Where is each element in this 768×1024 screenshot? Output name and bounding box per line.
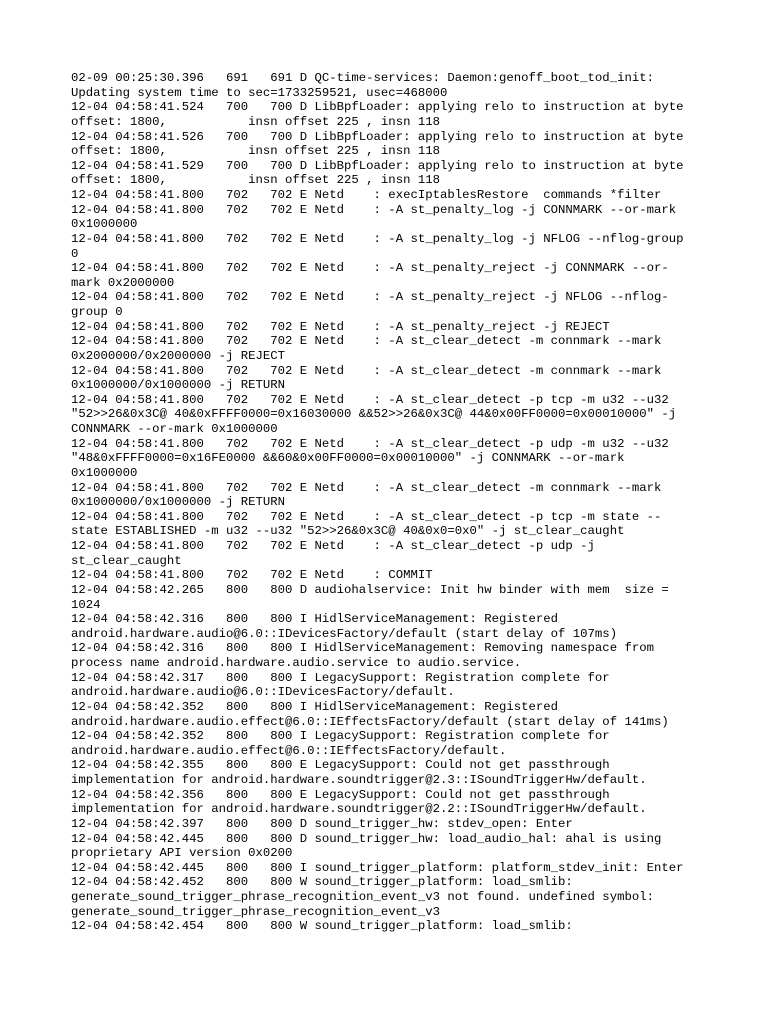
log-line: proprietary API version 0x0200 xyxy=(71,846,293,861)
log-line: offset: 1800, insn offset 225 , insn 118 xyxy=(71,173,440,188)
log-line: 12-04 04:58:41.800 702 702 E Netd : COMMIT xyxy=(71,568,433,583)
log-line: mark 0x2000000 xyxy=(71,275,175,290)
log-line: 12-04 04:58:41.800 702 702 E Netd : -A st_clear_detect -m connmark --mark xyxy=(71,334,662,349)
log-line: 0x2000000/0x2000000 -j REJECT xyxy=(71,348,286,363)
log-line: 12-04 04:58:41.529 700 700 D LibBpfLoader: applying relo to instruction at byte xyxy=(71,158,684,173)
log-line: offset: 1800, insn offset 225 , insn 118 xyxy=(71,144,440,159)
log-line: android.hardware.audio.effect@6.0::IEffectsFactory/default (start delay of 141ms) xyxy=(71,714,669,729)
log-line: 12-04 04:58:42.265 800 800 D audiohalservice: Init hw binder with mem size = xyxy=(71,582,669,597)
log-line: 12-04 04:58:42.352 800 800 I HidlServiceManagement: Registered xyxy=(71,699,559,714)
log-line: process name android.hardware.audio.service to audio.service. xyxy=(71,656,522,670)
log-line: 12-04 04:58:42.317 800 800 I LegacySupport: Registration complete for xyxy=(71,670,610,685)
log-line: 12-04 04:58:42.352 800 800 I LegacySupport: Registration complete for xyxy=(71,729,610,744)
log-line: android.hardware.audio.effect@6.0::IEffectsFactory/default. xyxy=(71,743,507,758)
log-line: generate_sound_trigger_phrase_recognition_event_v3 xyxy=(71,904,440,919)
log-line: state ESTABLISHED -m u32 --u32 "52>>26&0x3C@ 40&0x0=0x0" -j st_clear_caught xyxy=(71,524,625,539)
log-line: 12-04 04:58:42.452 800 800 W sound_trigger_platform: load_smlib: xyxy=(71,875,573,890)
log-line: 12-04 04:58:42.454 800 800 W sound_trigger_platform: load_smlib: xyxy=(71,919,573,934)
log-line: 12-04 04:58:42.355 800 800 E LegacySupport: Could not get passthrough xyxy=(71,758,610,773)
log-line: 12-04 04:58:42.445 800 800 I sound_trigger_platform: platform_stdev_init: Enter xyxy=(71,860,684,875)
log-line: 12-04 04:58:41.800 702 702 E Netd : -A st_clear_detect -p tcp -m state -- xyxy=(71,509,662,524)
log-line: 12-04 04:58:41.800 702 702 E Netd : -A st_penalty_log -j CONNMARK --or-mark xyxy=(71,202,677,217)
log-line: 12-04 04:58:41.800 702 702 E Netd : -A st_penalty_reject -j NFLOG --nflog- xyxy=(71,290,669,305)
log-line: 0x1000000 xyxy=(71,217,138,232)
log-line: 12-04 04:58:42.356 800 800 E LegacySupport: Could not get passthrough xyxy=(71,787,610,802)
log-line: 12-04 04:58:41.800 702 702 E Netd : -A st_penalty_log -j NFLOG --nflog-group xyxy=(71,231,684,246)
log-line: "52>>26&0x3C@ 40&0xFFFF0000=0x16030000 &&52>>26&0x3C@ 44&0x00FF0000=0x00010000" -j xyxy=(71,407,677,422)
log-line: android.hardware.audio@6.0::IDevicesFactory/default (start delay of 107ms) xyxy=(71,626,618,641)
log-line: "48&0xFFFF0000=0x16FE0000 &&60&0x00FF0000=0x00010000" -j CONNMARK --or-mark xyxy=(71,451,625,466)
log-line: implementation for android.hardware.soundtrigger@2.2::ISoundTriggerHw/default. xyxy=(71,802,647,817)
log-line: 0x1000000 xyxy=(71,465,138,480)
log-line: 12-04 04:58:41.526 700 700 D LibBpfLoader: applying relo to instruction at byte xyxy=(71,129,684,144)
log-line: generate_sound_trigger_phrase_recognition_event_v3 not found. undefined symbol: xyxy=(71,890,654,904)
log-line: 12-04 04:58:41.800 702 702 E Netd : -A st_clear_detect -p udp -m u32 --u32 xyxy=(71,436,669,451)
log-line: 12-04 04:58:41.524 700 700 D LibBpfLoader: applying relo to instruction at byte xyxy=(71,100,684,115)
log-line: 02-09 00:25:30.396 691 691 D QC-time-services: Daemon:genoff_boot_tod_init: xyxy=(71,71,654,85)
log-line: 12-04 04:58:42.445 800 800 D sound_trigger_hw: load_audio_hal: ahal is using xyxy=(71,831,662,846)
log-line: 12-04 04:58:41.800 702 702 E Netd : -A st_clear_detect -m connmark --mark xyxy=(71,363,662,378)
log-line: 12-04 04:58:41.800 702 702 E Netd : -A st_clear_detect -m connmark --mark xyxy=(71,480,662,495)
log-line: group 0 xyxy=(71,305,123,319)
log-line: 12-04 04:58:41.800 702 702 E Netd : -A st_clear_detect -p udp -j xyxy=(71,539,595,553)
log-line: implementation for android.hardware.soundtrigger@2.3::ISoundTriggerHw/default. xyxy=(71,773,647,787)
log-line: 1024 xyxy=(71,597,101,612)
log-line: 12-04 04:58:42.316 800 800 I HidlServiceManagement: Registered xyxy=(71,612,559,627)
log-line: CONNMARK --or-mark 0x1000000 xyxy=(71,422,278,436)
log-line: 12-04 04:58:41.800 702 702 E Netd : -A st_penalty_reject -j REJECT xyxy=(71,319,610,334)
log-line: 0x1000000/0x1000000 -j RETURN xyxy=(71,495,286,510)
log-line: 0 xyxy=(71,246,79,261)
log-line: android.hardware.audio@6.0::IDevicesFactory/default. xyxy=(71,685,455,700)
log-line: 12-04 04:58:42.397 800 800 D sound_trigger_hw: stdev_open: Enter xyxy=(71,816,573,831)
log-line: 12-04 04:58:41.800 702 702 E Netd : execIptablesRestore commands *filter xyxy=(71,188,662,202)
log-line: 0x1000000/0x1000000 -j RETURN xyxy=(71,378,286,393)
log-line: 12-04 04:58:41.800 702 702 E Netd : -A st_clear_detect -p tcp -m u32 --u32 xyxy=(71,392,669,407)
log-line: offset: 1800, insn offset 225 , insn 118 xyxy=(71,114,440,129)
log-line: 12-04 04:58:42.316 800 800 I HidlServiceManagement: Removing namespace from xyxy=(71,641,654,656)
log-line: st_clear_caught xyxy=(71,553,182,568)
log-line: 12-04 04:58:41.800 702 702 E Netd : -A st_penalty_reject -j CONNMARK --or- xyxy=(71,261,669,276)
log-document xyxy=(71,71,711,934)
log-line: Updating system time to sec=1733259521, usec=468000 xyxy=(71,85,448,100)
